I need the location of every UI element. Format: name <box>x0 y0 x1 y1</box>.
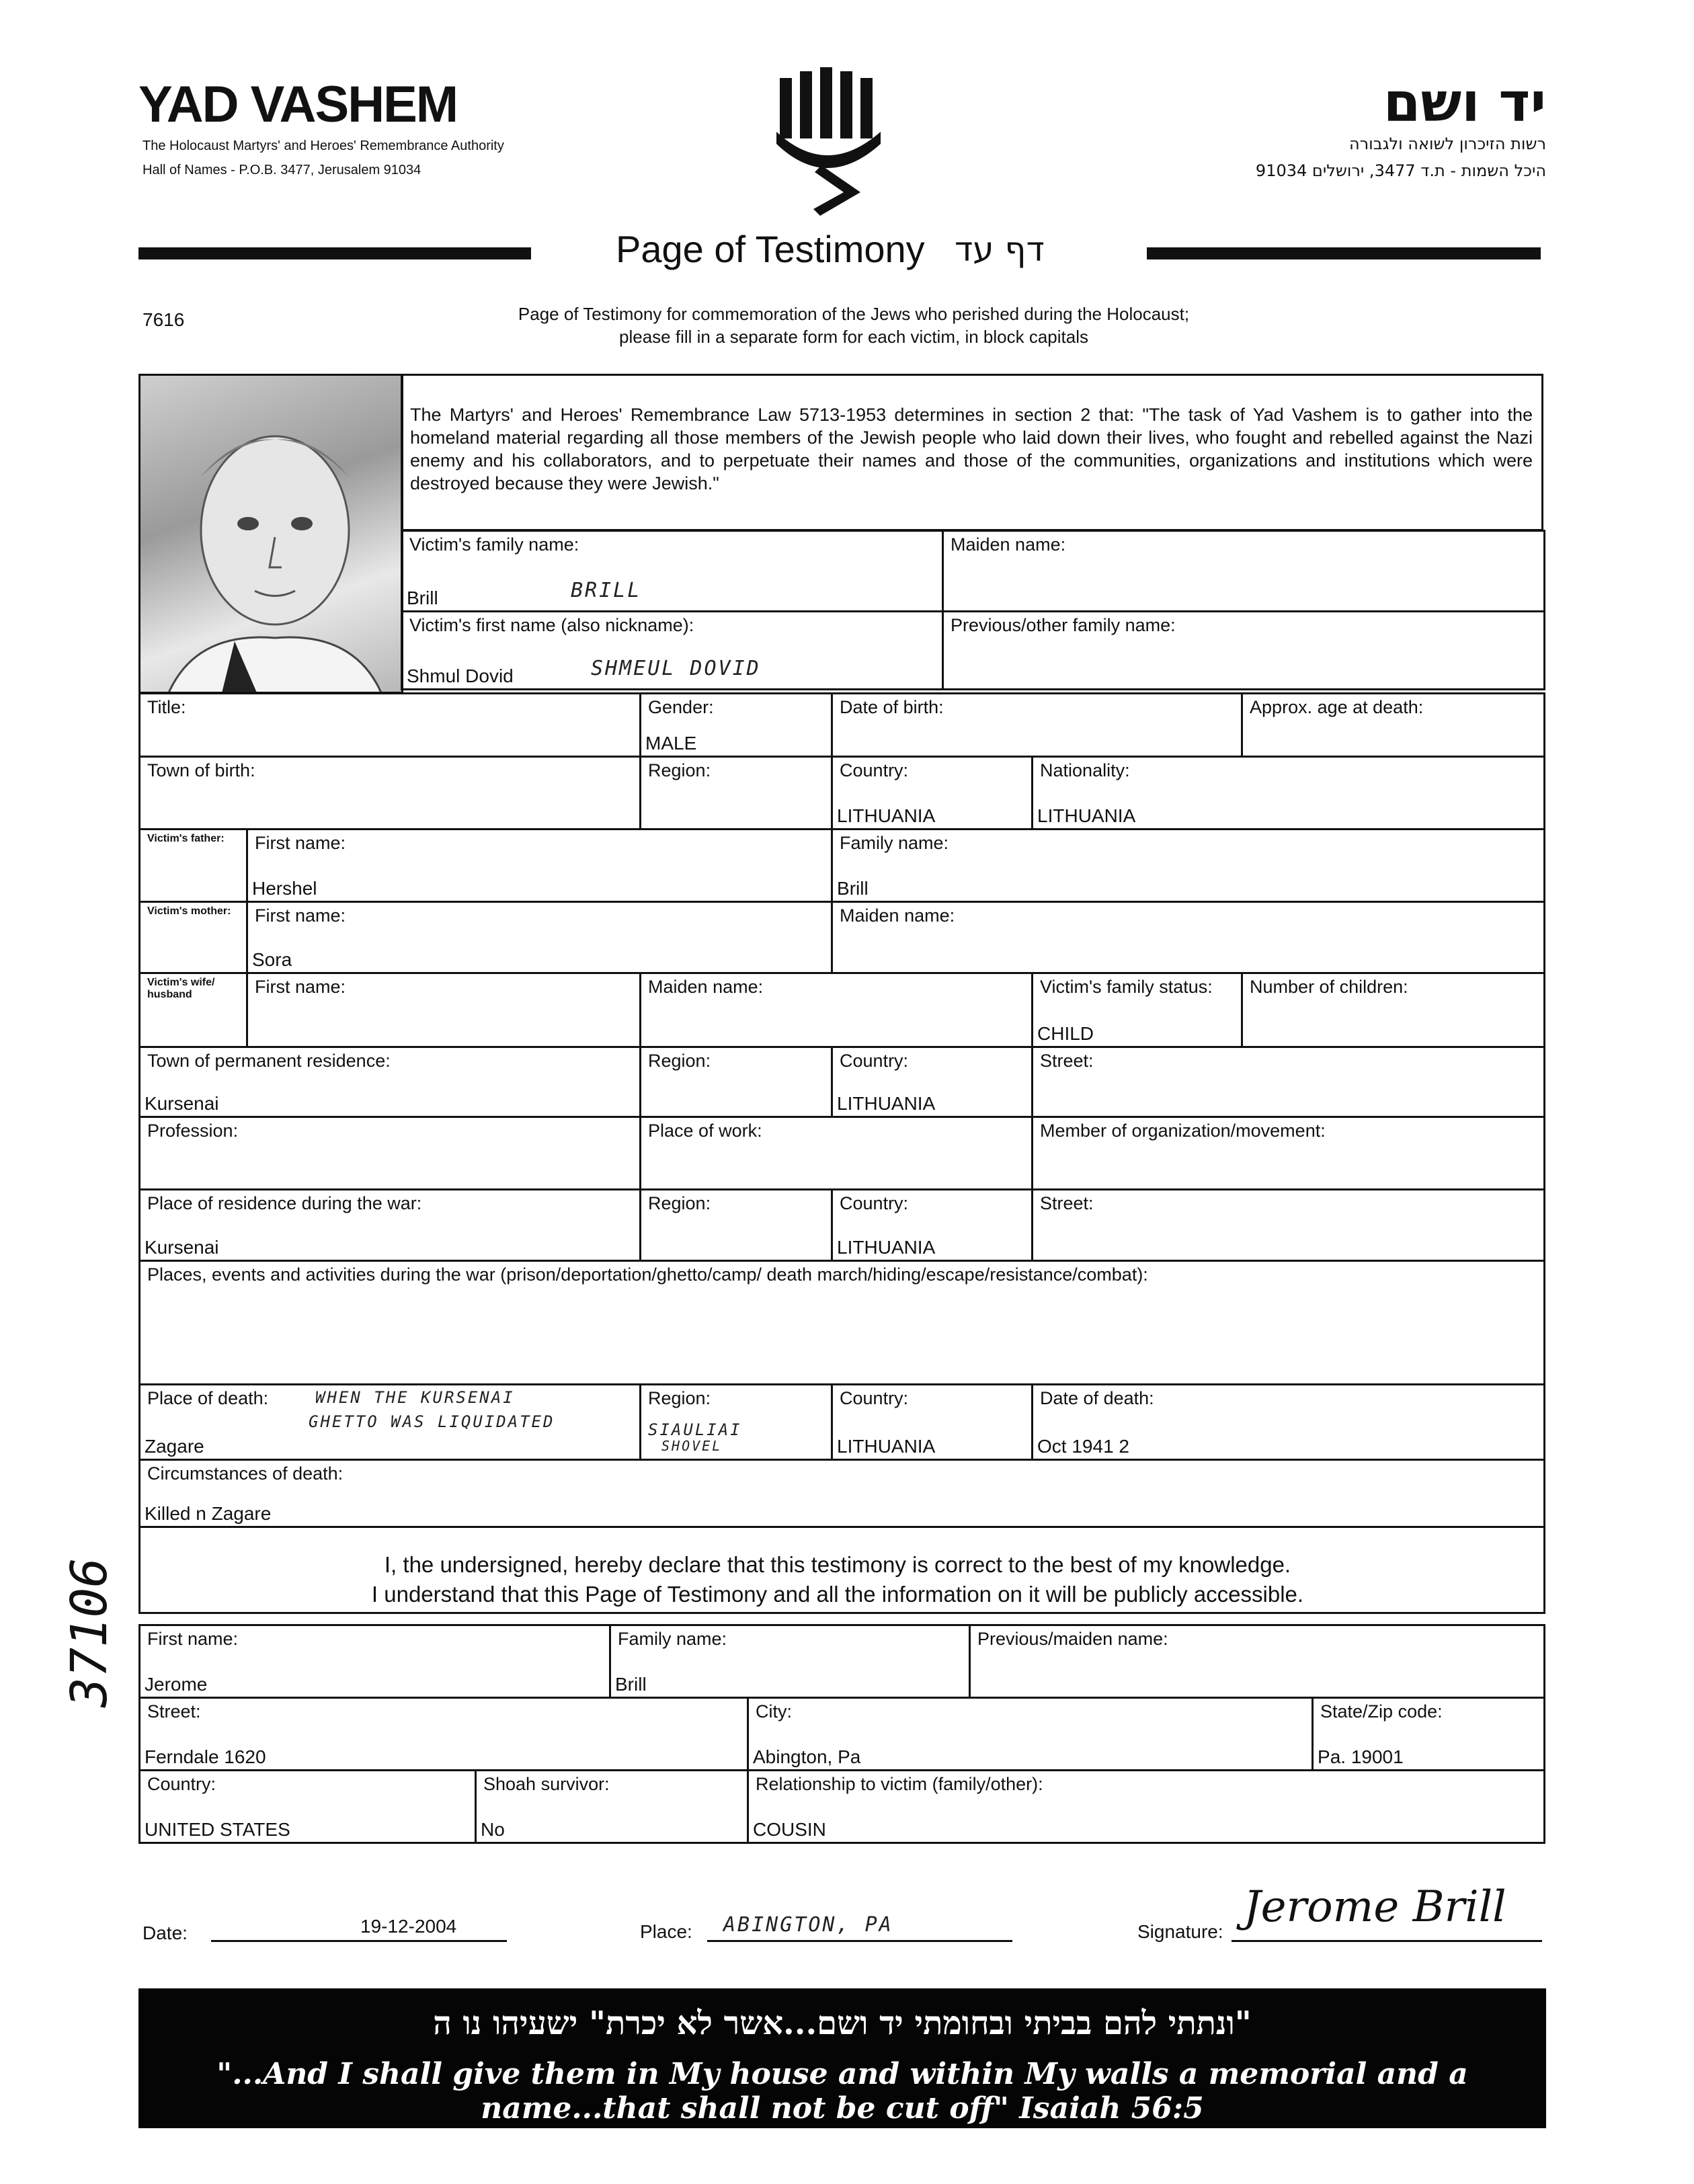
victim-photo <box>138 374 403 694</box>
war-residence-label: Place of residence during the war: <box>147 1193 422 1213</box>
residence-region-field[interactable] <box>641 1047 832 1117</box>
war-residence-field[interactable] <box>140 1190 641 1261</box>
submitter-zip-value: Pa. 19001 <box>1318 1746 1404 1767</box>
place-of-work-field[interactable] <box>641 1117 1033 1190</box>
date-of-death-field[interactable] <box>1033 1385 1545 1460</box>
father-first-name-value: Hershel <box>252 878 317 899</box>
nationality-label: Nationality: <box>1040 760 1130 780</box>
date-of-birth-field[interactable] <box>832 694 1242 757</box>
birth-country-value: LITHUANIA <box>837 805 936 826</box>
title-rule-left <box>138 247 531 259</box>
submitter-first-name-value: Jerome <box>145 1674 208 1695</box>
residence-street-field[interactable] <box>1033 1047 1545 1117</box>
hebrew-org-address: היכל השמות - ת.ד 3477, ירושלים 91034 <box>1255 161 1546 180</box>
father-side-label: Victim's father: <box>147 833 225 844</box>
victim-family-name-field[interactable] <box>402 531 943 612</box>
submitter-zip-field[interactable] <box>1313 1698 1545 1771</box>
death-region-label: Region: <box>648 1388 711 1408</box>
death-country-value: LITHUANIA <box>837 1436 936 1457</box>
number-of-children-label: Number of children: <box>1250 977 1408 997</box>
submitter-city-field[interactable] <box>748 1698 1313 1771</box>
victim-details-table <box>138 692 1545 1614</box>
war-country-label: Country: <box>840 1193 909 1213</box>
spouse-maiden-name-field[interactable] <box>641 973 1033 1047</box>
submitter-street-field[interactable] <box>140 1698 748 1771</box>
birth-region-field[interactable] <box>641 757 832 830</box>
submitter-family-name-label: Family name: <box>618 1629 727 1649</box>
victim-first-name-handwritten: SHMEUL DOVID <box>591 657 761 680</box>
victim-family-name-handwritten: BRILL <box>571 579 642 602</box>
submitter-street-label: Street: <box>147 1701 201 1722</box>
instructions-line-2: please fill in a separate form for each victim, in block capitals <box>619 327 1088 347</box>
org-address: Hall of Names - P.O.B. 3477, Jerusalem 91034 <box>143 163 421 177</box>
instructions <box>376 302 1331 348</box>
death-region-handwritten-1: SIAULIAI <box>648 1420 742 1439</box>
place-line <box>707 1940 1012 1942</box>
title-field[interactable] <box>140 694 641 757</box>
family-status-value: CHILD <box>1037 1023 1094 1044</box>
date-of-death-label: Date of death: <box>1040 1388 1154 1408</box>
circumstances-label: Circumstances of death: <box>147 1463 344 1484</box>
submitter-country-label: Country: <box>147 1774 216 1794</box>
permanent-town-field[interactable] <box>140 1047 641 1117</box>
birth-country-field[interactable] <box>832 757 1033 830</box>
member-organization-label: Member of organization/movement: <box>1040 1121 1326 1141</box>
law-text: The Martyrs' and Heroes' Remembrance Law 5713-1953 determines in section 2 that: "The task of Yad Vashem is to gather into the homeland material regarding all those members of the Jewish people who laid down their lives, who fought and rebelled against the Nazi enemy and his collaborators, and to perpetuate their names and those of the communities, organizations and institutions which were destroyed because they were Jewish." <box>410 405 1533 493</box>
submitter-family-name-field[interactable] <box>610 1625 970 1698</box>
age-at-death-field[interactable] <box>1242 694 1545 757</box>
birth-region-label: Region: <box>648 760 711 780</box>
profession-label: Profession: <box>147 1121 239 1141</box>
submitter-previous-name-field[interactable] <box>970 1625 1545 1698</box>
spouse-side-label-cell <box>140 973 247 1047</box>
war-events-field[interactable] <box>140 1261 1545 1385</box>
father-family-name-label: Family name: <box>840 833 949 853</box>
mother-maiden-name-label: Maiden name: <box>840 905 955 926</box>
number-of-children-field[interactable] <box>1242 973 1545 1047</box>
nationality-value: LITHUANIA <box>1037 805 1136 826</box>
date-value[interactable]: 19-12-2004 <box>360 1916 457 1937</box>
permanent-town-value: Kursenai <box>145 1093 219 1114</box>
death-country-field[interactable] <box>832 1385 1033 1460</box>
mother-maiden-name-field[interactable] <box>832 902 1545 973</box>
town-of-birth-label: Town of birth: <box>147 760 255 780</box>
war-residence-value: Kursenai <box>145 1237 219 1258</box>
relationship-field[interactable] <box>748 1771 1545 1843</box>
war-region-label: Region: <box>648 1193 711 1213</box>
signature-line <box>1232 1940 1542 1942</box>
submitter-zip-label: State/Zip code: <box>1320 1701 1443 1722</box>
circumstances-field[interactable] <box>140 1460 1545 1527</box>
submitter-first-name-field[interactable] <box>140 1625 610 1698</box>
submitter-country-value: UNITED STATES <box>145 1819 290 1840</box>
declaration-text <box>143 1550 1533 1609</box>
submitter-country-field[interactable] <box>140 1771 476 1843</box>
mother-first-name-label: First name: <box>255 905 346 926</box>
gender-field[interactable] <box>641 694 832 757</box>
father-family-name-field[interactable] <box>832 830 1545 902</box>
mother-first-name-field[interactable] <box>247 902 832 973</box>
shoah-survivor-value: No <box>481 1819 505 1840</box>
victim-family-name-label: Victim's family name: <box>409 534 579 555</box>
residence-street-label: Street: <box>1040 1051 1094 1071</box>
birth-country-label: Country: <box>840 760 909 780</box>
victim-first-name-label: Victim's first name (also nickname): <box>409 615 694 635</box>
place-of-death-field[interactable] <box>140 1385 641 1460</box>
father-side-label-cell <box>140 830 247 902</box>
permanent-town-label: Town of permanent residence: <box>147 1051 391 1071</box>
date-of-birth-label: Date of birth: <box>840 697 944 717</box>
submitter-city-label: City: <box>756 1701 792 1722</box>
org-name: YAD VASHEM <box>138 76 458 133</box>
victim-name-table <box>401 530 1545 690</box>
spouse-side-label: Victim's wife/ husband <box>147 977 215 1000</box>
mother-side-label-cell <box>140 902 247 973</box>
father-first-name-field[interactable] <box>247 830 832 902</box>
declaration-line-2: I understand that this Page of Testimony and all the information on it will be publicly accessible. <box>371 1582 1304 1607</box>
spouse-first-name-field[interactable] <box>247 973 641 1047</box>
banner-english-quote: "...And I shall give them in My house and within My walls a memorial and a name...that shall not be cut off" Isaiah 56:5 <box>216 2057 1468 2126</box>
mother-side-label: Victim's mother: <box>147 905 231 917</box>
place-of-death-label: Place of death: <box>147 1388 269 1408</box>
banner-hebrew-quote: "ונתתי להם בביתי ובחומתי יד ושם...אשר לא יכרת" ישעיהו נו ה <box>433 2005 1252 2042</box>
submitter-street-value: Ferndale 1620 <box>145 1746 266 1767</box>
age-at-death-label: Approx. age at death: <box>1250 697 1424 717</box>
org-subtitle: The Holocaust Martyrs' and Heroes' Remembrance Authority <box>143 138 504 153</box>
victim-first-name-field[interactable] <box>402 612 943 690</box>
quote-banner <box>138 1988 1546 2128</box>
signature[interactable]: Jerome Brill <box>1244 1882 1506 1932</box>
previous-family-name-field[interactable] <box>943 612 1545 690</box>
submitter-table <box>138 1624 1545 1844</box>
war-country-value: LITHUANIA <box>837 1237 936 1258</box>
mother-first-name-value: Sora <box>252 949 292 970</box>
signature-label: Signature: <box>1137 1921 1223 1942</box>
document-number: 7616 <box>143 309 185 330</box>
death-region-handwritten-2: SHOVEL <box>661 1438 723 1454</box>
place-of-death-value: Zagare <box>145 1436 204 1457</box>
profession-field[interactable] <box>140 1117 641 1190</box>
title-label: Title: <box>147 697 186 717</box>
gender-label: Gender: <box>648 697 714 717</box>
residence-country-field[interactable] <box>832 1047 1033 1117</box>
war-street-field[interactable] <box>1033 1190 1545 1261</box>
relationship-label: Relationship to victim (family/other): <box>756 1774 1043 1794</box>
victim-family-name-value: Brill <box>407 588 438 608</box>
death-region-field[interactable] <box>641 1385 832 1460</box>
previous-family-name-label: Previous/other family name: <box>951 615 1176 635</box>
date-label: Date: <box>143 1923 188 1943</box>
submitter-family-name-value: Brill <box>615 1674 647 1695</box>
declaration-line-1: I, the undersigned, hereby declare that this testimony is correct to the best of my knowledge. <box>384 1552 1291 1577</box>
submitter-previous-name-label: Previous/maiden name: <box>977 1629 1168 1649</box>
place-of-death-handwritten-1: WHEN THE KURSENAI <box>315 1388 515 1407</box>
gender-value: MALE <box>645 733 697 754</box>
war-country-field[interactable] <box>832 1190 1033 1261</box>
nationality-field[interactable] <box>1033 757 1545 830</box>
father-family-name-value: Brill <box>837 878 869 899</box>
title-rule-right <box>1147 247 1541 259</box>
residence-country-value: LITHUANIA <box>837 1093 936 1114</box>
place-label: Place: <box>640 1921 692 1942</box>
war-street-label: Street: <box>1040 1193 1094 1213</box>
child-portrait-icon <box>140 376 403 694</box>
member-organization-field[interactable] <box>1033 1117 1545 1190</box>
place-of-work-label: Place of work: <box>648 1121 762 1141</box>
town-of-birth-field[interactable] <box>140 757 641 830</box>
death-country-label: Country: <box>840 1388 909 1408</box>
submitter-first-name-label: First name: <box>147 1629 239 1649</box>
maiden-name-label: Maiden name: <box>951 534 1066 555</box>
hebrew-org-subtitle: רשות הזיכרון לשואה ולגבורה <box>1348 134 1546 153</box>
shoah-survivor-field[interactable] <box>476 1771 748 1843</box>
spouse-first-name-label: First name: <box>255 977 346 997</box>
war-region-field[interactable] <box>641 1190 832 1261</box>
residence-country-label: Country: <box>840 1051 909 1071</box>
circumstances-value: Killed n Zagare <box>145 1503 272 1524</box>
menorah-logo-icon <box>773 65 894 219</box>
shoah-survivor-label: Shoah survivor: <box>483 1774 610 1794</box>
date-of-death-value: Oct 1941 2 <box>1037 1436 1129 1457</box>
victim-first-name-value: Shmul Dovid <box>407 665 514 686</box>
spouse-maiden-name-label: Maiden name: <box>648 977 764 997</box>
residence-region-label: Region: <box>648 1051 711 1071</box>
instructions-line-1: Page of Testimony for commemoration of the Jews who perished during the Holocaust; <box>518 304 1190 324</box>
place-of-death-handwritten-2: GHETTO WAS LIQUIDATED <box>309 1412 555 1431</box>
hebrew-page-title: דף עד <box>955 230 1045 269</box>
relationship-value: COUSIN <box>753 1819 826 1840</box>
father-first-name-label: First name: <box>255 833 346 853</box>
maiden-name-field[interactable] <box>943 531 1545 612</box>
hebrew-org-name: יד ושם <box>1383 71 1546 134</box>
page-title: Page of Testimony <box>616 228 925 270</box>
margin-number: 37106 <box>61 1558 118 1707</box>
family-status-label: Victim's family status: <box>1040 977 1213 997</box>
submitter-city-value: Abington, Pa <box>753 1746 861 1767</box>
place-value[interactable]: ABINGTON, PA <box>723 1913 893 1937</box>
family-status-field[interactable] <box>1033 973 1242 1047</box>
date-line <box>211 1940 507 1942</box>
war-events-label: Places, events and activities during the war (prison/deportation/ghetto/camp/ death march/hiding/escape/resistance/combat): <box>147 1264 1148 1285</box>
